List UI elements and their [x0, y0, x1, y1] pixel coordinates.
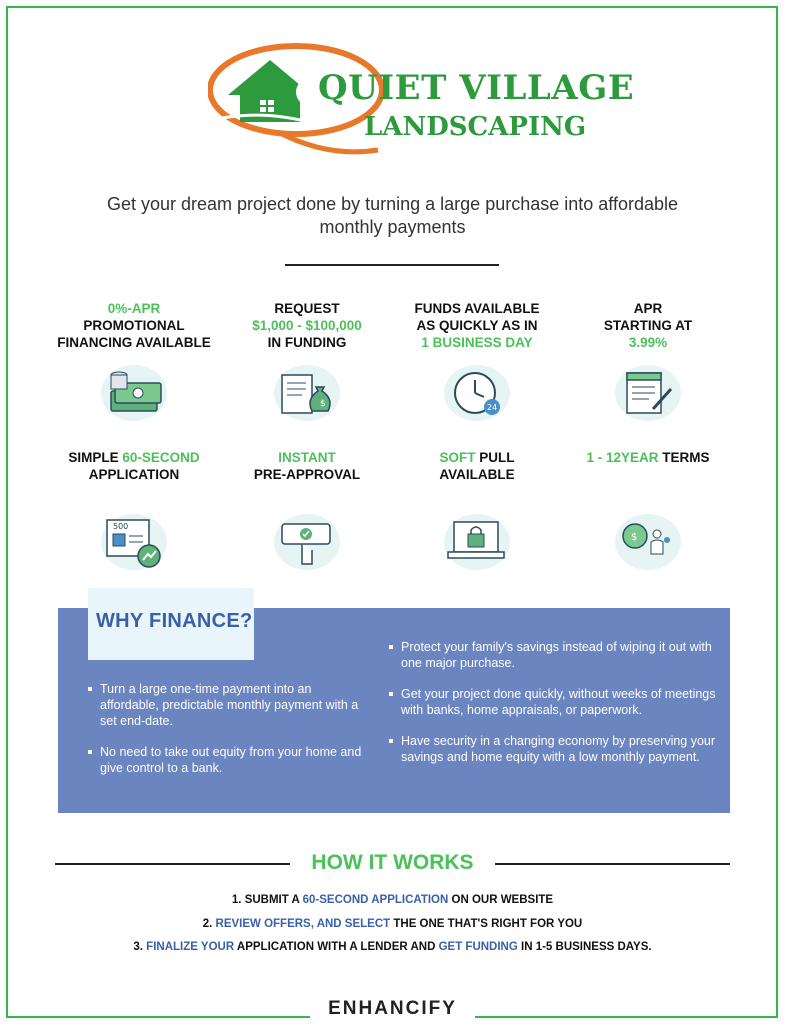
- why-bullet-left-2: No need to take out equity from your home and give control to a bank.: [88, 744, 373, 776]
- feature-text-part: 1 BUSINESS DAY: [421, 335, 533, 350]
- step-text-part: APPLICATION WITH A LENDER AND: [234, 941, 439, 953]
- feature-text-part: SOFT: [439, 450, 476, 465]
- feature-text-part: INSTANT: [278, 450, 336, 465]
- enhancify-logo: ENHANCIFY: [328, 998, 457, 1019]
- feature-text-part: FUNDS AVAILABLE: [414, 301, 540, 316]
- calendar-pen-icon: [613, 361, 683, 423]
- feature-text-part: 1 - 12: [586, 450, 621, 465]
- why-bullet-right-2: Get your project done quickly, without weeks of meetings with banks, home appraisals, or paperwork.: [389, 686, 729, 718]
- step-text-part: ON OUR WEBSITE: [448, 894, 554, 906]
- feature-item: [49, 449, 219, 572]
- svg-text:$: $: [631, 532, 638, 543]
- laptop-lock-icon: [442, 510, 512, 572]
- feature-text-part: TERMS: [658, 450, 710, 465]
- feature-text-part: IN FUNDING: [267, 335, 347, 350]
- why-bullet-left-1: Turn a large one-time payment into an affordable, predictable monthly payment with a set end-date.: [88, 681, 368, 729]
- feature-text-part: $1,000 - $100,000: [252, 318, 362, 333]
- step-text-part: IN 1-5 BUSINESS DAYS.: [517, 941, 652, 953]
- clock-24-icon: [442, 361, 512, 423]
- why-finance-title: WHY FINANCE?: [96, 610, 253, 632]
- feature-text: [392, 449, 562, 500]
- svg-text:$: $: [320, 399, 326, 409]
- svg-text:24: 24: [487, 403, 498, 412]
- step-text-part: 3.: [133, 941, 147, 953]
- feature-text: [222, 300, 392, 351]
- divider: [285, 264, 499, 266]
- feature-text: [563, 449, 733, 500]
- svg-text:500: 500: [113, 522, 129, 531]
- feature-text-part: APR: [633, 301, 663, 316]
- feature-text: [222, 449, 392, 500]
- step-text-part: 60-SECOND APPLICATION: [302, 894, 449, 906]
- how-it-works-title: HOW IT WORKS: [311, 851, 474, 874]
- feature-text: [392, 300, 562, 351]
- money-stack-icon: [99, 361, 169, 423]
- logo-subtitle: LANDSCAPING: [364, 112, 587, 142]
- tagline: Get your dream project done by turning a large purchase into affordable monthly payments: [106, 194, 679, 237]
- feature-item: [563, 300, 733, 423]
- step-text-part: REVIEW OFFERS, AND SELECT: [215, 918, 391, 930]
- feature-item: [222, 300, 392, 423]
- feature-text-part: YEAR: [621, 450, 659, 465]
- step-text-part: THE ONE THAT'S RIGHT FOR YOU: [390, 918, 583, 930]
- step-text-part: 1. SUBMIT A: [231, 894, 303, 906]
- application-chart-icon: [99, 510, 169, 572]
- feature-item: [392, 449, 562, 572]
- feature-text-part: PULL: [475, 450, 515, 465]
- feature-text-part: REQUEST: [274, 301, 340, 316]
- feature-text-part: AS QUICKLY AS IN: [416, 318, 538, 333]
- feature-item: [392, 300, 562, 423]
- footer-brand: [310, 998, 475, 1020]
- company-logo: [208, 40, 635, 158]
- how-step-3: [60, 941, 725, 953]
- feature-text-part: STARTING AT: [603, 318, 693, 333]
- how-divider-right: [495, 863, 730, 865]
- feature-item: [563, 449, 733, 572]
- feature-text-part: PRE-APPROVAL: [253, 467, 361, 482]
- why-bullet-right-3: Have security in a changing economy by preserving your savings and home equity with a low monthly payment.: [389, 733, 719, 765]
- feature-text-part: AVAILABLE: [439, 467, 515, 482]
- feature-text-part: SIMPLE: [68, 450, 123, 465]
- logo-title: QUIET VILLAGE: [318, 68, 635, 108]
- step-text-part: FINALIZE YOUR: [146, 941, 235, 953]
- feature-text: [563, 300, 733, 351]
- feature-text: [49, 300, 219, 351]
- feature-text-part: 60-SECOND: [122, 450, 200, 465]
- step-text-part: GET FUNDING: [438, 941, 518, 953]
- feature-item: [49, 300, 219, 423]
- feature-text-part: 0%-APR: [107, 301, 161, 316]
- step-text-part: 2.: [202, 918, 216, 930]
- feature-text: [49, 449, 219, 500]
- coin-people-icon: [613, 510, 683, 572]
- feature-item: [222, 449, 392, 572]
- money-bag-document-icon: [272, 361, 342, 423]
- feature-text-part: APPLICATION: [88, 467, 180, 482]
- feature-text-part: 3.99%: [628, 335, 668, 350]
- how-step-1: [60, 894, 725, 906]
- approval-hand-icon: [272, 510, 342, 572]
- how-step-2: [60, 918, 725, 930]
- why-bullet-right-1: Protect your family's savings instead of wiping it out with one major purchase.: [389, 639, 719, 671]
- feature-text-part: FINANCING AVAILABLE: [57, 335, 211, 350]
- how-divider-left: [55, 863, 290, 865]
- feature-text-part: PROMOTIONAL: [83, 318, 185, 333]
